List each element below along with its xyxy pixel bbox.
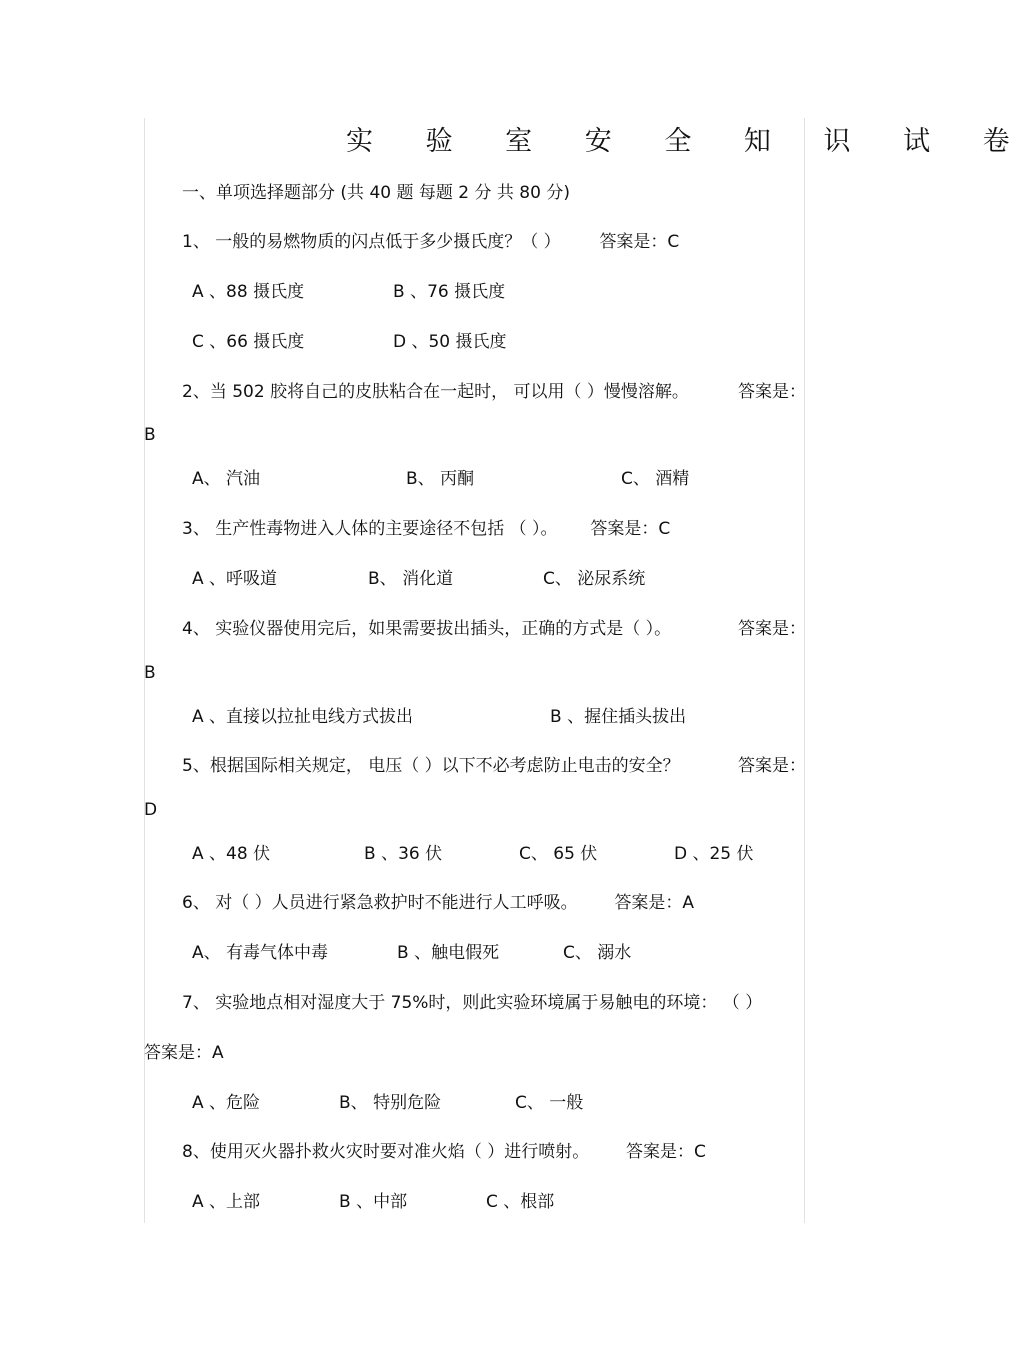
question-6-option-c: C、 溺水 <box>563 943 632 963</box>
page-title: 实 验 室 安 全 知 识 试 卷 <box>346 126 1032 157</box>
question-7-answer: 答案是：A <box>144 1043 224 1063</box>
question-2-option-c: C、 酒精 <box>621 469 690 489</box>
question-7-option-c: C、 一般 <box>515 1093 584 1113</box>
question-answer: 答案是：C <box>599 232 680 252</box>
question-5-option-c: C、 65 伏 <box>519 844 598 864</box>
question-7-option-a: A 、危险 <box>192 1093 261 1113</box>
question-6-stem <box>182 895 694 912</box>
question-2-option-a: A、 汽油 <box>192 469 261 489</box>
question-8-option-a: A 、上部 <box>192 1192 261 1212</box>
question-6-option-b: B 、触电假死 <box>397 943 500 963</box>
question-2-stem: 2、当 502 胶将自己的皮肤粘合在一起时， 可以用（ ）慢慢溶解。 <box>182 382 689 402</box>
question-2-answer: 答案是： <box>738 382 806 402</box>
question-1-option-b: B 、76 摄氏度 <box>393 282 506 302</box>
question-1-stem <box>182 234 679 251</box>
question-5-option-d: D 、25 伏 <box>674 844 754 864</box>
question-1-option-a: A 、88 摄氏度 <box>192 282 305 302</box>
question-4-answer: 答案是： <box>738 619 806 639</box>
question-3-option-b: B、 消化道 <box>368 569 454 589</box>
question-answer: 答案是：C <box>590 519 671 539</box>
question-3-option-a: A 、呼吸道 <box>192 569 278 589</box>
question-3-stem <box>182 521 670 538</box>
question-5-stem: 5、根据国际相关规定， 电压（ ）以下不必考虑防止电击的安全？ <box>182 756 680 776</box>
question-5-option-a: A 、48 伏 <box>192 844 271 864</box>
question-1-option-d: D 、50 摄氏度 <box>393 332 507 352</box>
question-4-answer-value: B <box>144 663 156 683</box>
question-4-option-b: B 、握住插头拔出 <box>550 707 687 727</box>
question-8-stem <box>182 1144 706 1161</box>
question-2-answer-value: B <box>144 425 156 445</box>
question-stem-text: 8、使用灭火器扑救火灾时要对准火焰（ ）进行喷射。 <box>182 1142 590 1162</box>
question-stem-text: 6、 对（ ）人员进行紧急救护时不能进行人工呼吸。 <box>182 893 578 913</box>
question-6-option-a: A、 有毒气体中毒 <box>192 943 329 963</box>
question-5-option-b: B 、36 伏 <box>364 844 443 864</box>
question-stem-text: 3、 生产性毒物进入人体的主要途径不包括 （ ）。 <box>182 519 558 539</box>
question-answer: 答案是：A <box>614 893 695 913</box>
question-3-option-c: C、 泌尿系统 <box>543 569 646 589</box>
question-7-option-b: B、 特别危险 <box>339 1093 442 1113</box>
question-1-option-c: C 、66 摄氏度 <box>192 332 305 352</box>
question-4-stem: 4、 实验仪器使用完后，如果需要拔出插头，正确的方式是（ ）。 <box>182 619 672 639</box>
question-8-option-c: C 、根部 <box>486 1192 555 1212</box>
question-stem-text: 1、 一般的易燃物质的闪点低于多少摄氏度？（ ） <box>182 232 561 252</box>
question-8-option-b: B 、中部 <box>339 1192 408 1212</box>
question-5-answer-value: D <box>144 800 158 820</box>
question-2-option-b: B、 丙酮 <box>406 469 475 489</box>
question-7-stem: 7、 实验地点相对湿度大于 75%时，则此实验环境属于易触电的环境： （ ） <box>182 993 763 1013</box>
question-4-option-a: A 、直接以拉扯电线方式拔出 <box>192 707 414 727</box>
question-5-answer: 答案是： <box>738 756 806 776</box>
question-answer: 答案是：C <box>626 1142 706 1162</box>
section-heading: 一、单项选择题部分 (共 40 题 每题 2 分 共 80 分) <box>182 183 570 203</box>
